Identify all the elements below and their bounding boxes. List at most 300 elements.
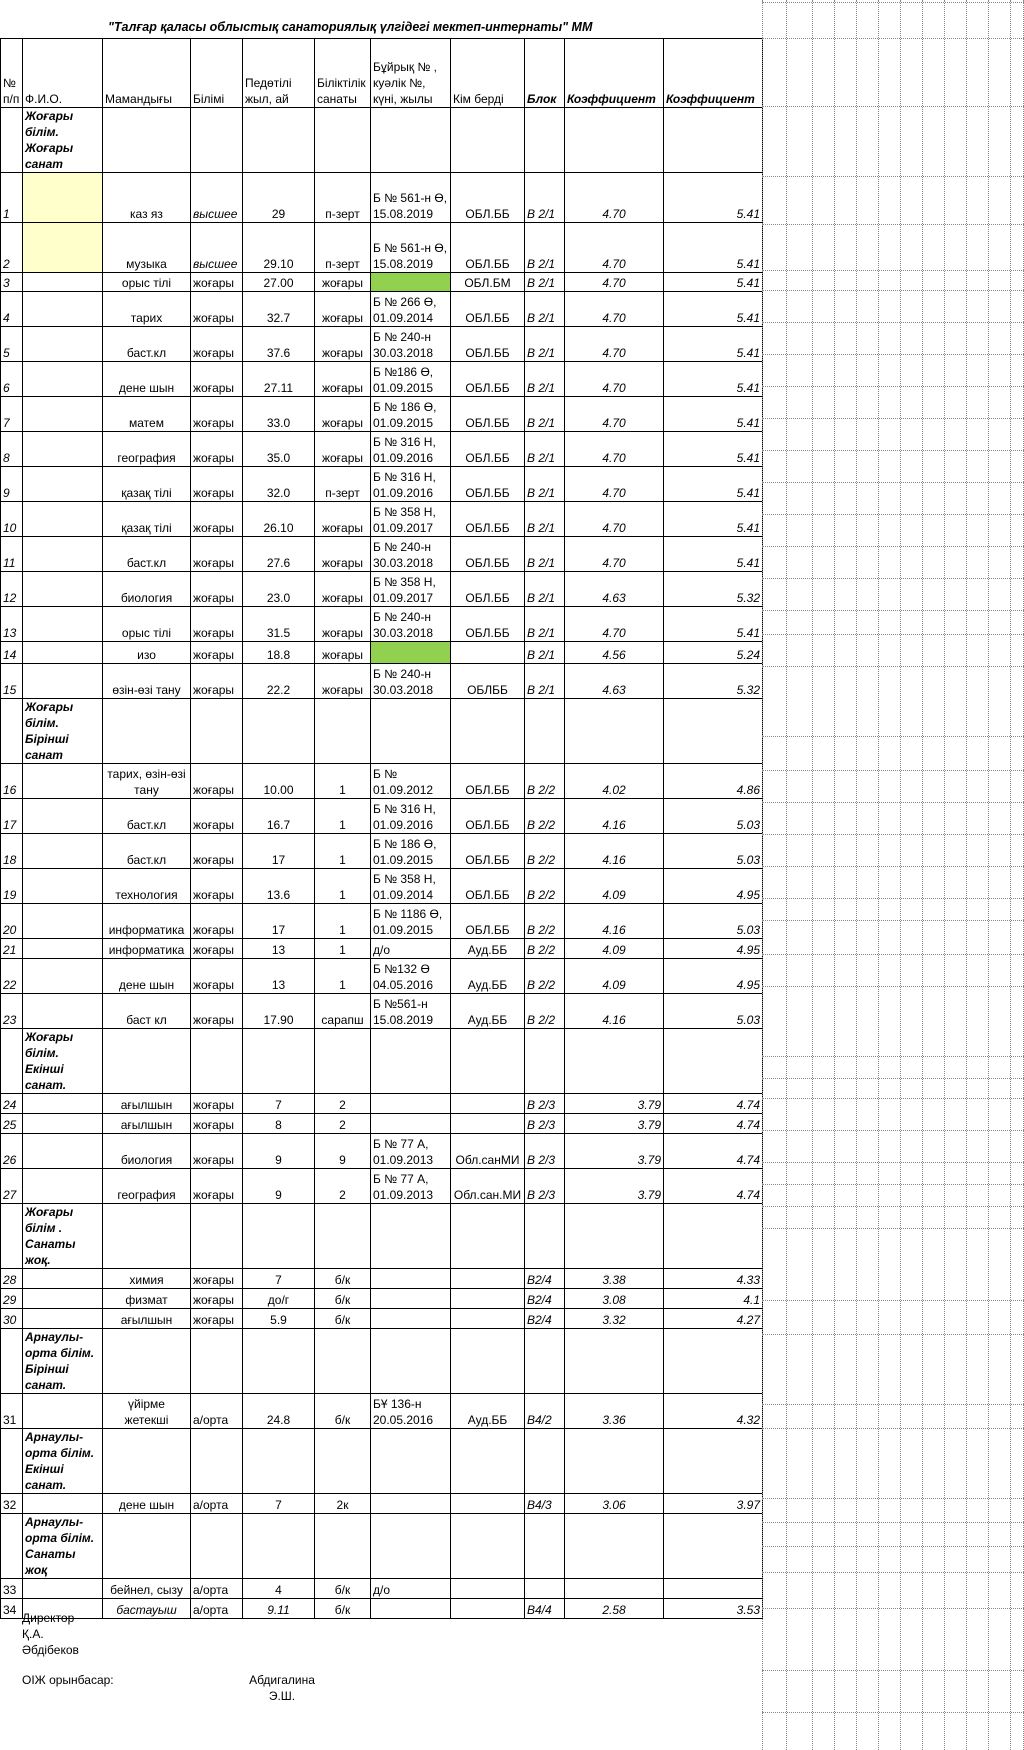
cell-order — [371, 642, 451, 664]
cell-by: ОБЛ.ББ — [451, 327, 525, 362]
cell-cat: жоғары — [315, 273, 371, 292]
grid-line — [762, 176, 1024, 177]
cell-by: ОБЛ.ББ — [451, 607, 525, 642]
cell-order: д/о — [371, 1579, 451, 1599]
cell-edu: жоғары — [191, 799, 243, 834]
grid-line — [762, 920, 1024, 921]
cell-k1: 4.16 — [565, 834, 664, 869]
cell — [243, 1329, 315, 1394]
cell-fio — [23, 1309, 103, 1329]
cell-n: 7 — [1, 397, 23, 432]
section-title: Жоғары білім. Жоғары санат — [23, 108, 103, 173]
grid-line — [762, 418, 1024, 419]
cell-by: ОБЛ.ББ — [451, 173, 525, 223]
cell-fio — [23, 1289, 103, 1309]
section-row — [1, 1514, 763, 1579]
grid-line — [762, 1056, 1024, 1057]
cell — [315, 1329, 371, 1394]
section-title: Жоғары білім . Санаты жоқ. — [23, 1204, 103, 1269]
cell-cat: жоғары — [315, 607, 371, 642]
cell-exp: 22.2 — [243, 664, 315, 699]
cell — [664, 108, 763, 173]
table-row — [1, 607, 763, 642]
cell-block: В 2/2 — [525, 939, 565, 959]
cell-block: В 2/1 — [525, 362, 565, 397]
cell — [243, 1029, 315, 1094]
grid-line — [944, 0, 945, 1750]
cell-n: 28 — [1, 1269, 23, 1289]
cell — [525, 1429, 565, 1494]
cell-n: 26 — [1, 1134, 23, 1169]
cell — [315, 1204, 371, 1269]
cell-edu: жоғары — [191, 292, 243, 327]
cell-spec: ағылшын — [103, 1094, 191, 1114]
section-row — [1, 1429, 763, 1494]
cell-exp: 16.7 — [243, 799, 315, 834]
cell-spec: физмат — [103, 1289, 191, 1309]
cell-edu: а/орта — [191, 1394, 243, 1429]
section-title: Арнаулы-орта білім. Екінші санат. — [23, 1429, 103, 1494]
cell-block: В 2/1 — [525, 397, 565, 432]
cell-exp: 7 — [243, 1094, 315, 1114]
cell — [565, 1429, 664, 1494]
cell-edu: жоғары — [191, 1114, 243, 1134]
cell-fio — [23, 223, 103, 273]
cell — [371, 1029, 451, 1094]
grid-line — [762, 1130, 1024, 1131]
cell-cat: п-зерт — [315, 467, 371, 502]
grid-line — [762, 546, 1024, 547]
cell-edu: жоғары — [191, 362, 243, 397]
cell-k1: 4.09 — [565, 959, 664, 994]
cell-by — [451, 1309, 525, 1329]
cell-block: В 2/1 — [525, 664, 565, 699]
cell-by: Ауд.ББ — [451, 959, 525, 994]
cell — [243, 1429, 315, 1494]
grid-line — [762, 1184, 1024, 1185]
table-row — [1, 664, 763, 699]
table-row — [1, 327, 763, 362]
cell-cat: жоғары — [315, 572, 371, 607]
cell-edu: жоғары — [191, 959, 243, 994]
grid-line — [762, 1608, 1024, 1609]
cell — [103, 699, 191, 764]
grid-line — [988, 0, 989, 1750]
section-row — [1, 699, 763, 764]
grid-line — [762, 1162, 1024, 1163]
cell-exp: 9 — [243, 1134, 315, 1169]
cell-cat: п-зерт — [315, 173, 371, 223]
column-header: Кім берді — [451, 39, 525, 108]
cell — [371, 699, 451, 764]
grid-line — [762, 954, 1024, 955]
cell-fio — [23, 397, 103, 432]
table-row — [1, 362, 763, 397]
cell-edu: жоғары — [191, 764, 243, 799]
grid-line — [762, 898, 1024, 899]
cell — [565, 1029, 664, 1094]
cell-k1: 4.63 — [565, 664, 664, 699]
cell-by — [451, 1269, 525, 1289]
cell-block: В 2/2 — [525, 959, 565, 994]
grid-line — [762, 1498, 1024, 1499]
cell-fio — [23, 502, 103, 537]
cell-spec: дене шын — [103, 1494, 191, 1514]
cell-k2: 5.32 — [664, 572, 763, 607]
cell-fio — [23, 799, 103, 834]
cell-cat: 1 — [315, 959, 371, 994]
cell-k2: 4.32 — [664, 1394, 763, 1429]
cell — [371, 108, 451, 173]
cell-by: Ауд.ББ — [451, 994, 525, 1029]
cell-order: Б № 186 Ө, 01.09.2015 — [371, 397, 451, 432]
cell-k1: 4.70 — [565, 362, 664, 397]
cell-block: В 2/1 — [525, 432, 565, 467]
cell-spec: баст.кл — [103, 327, 191, 362]
cell-edu: жоғары — [191, 1169, 243, 1204]
cell-block: В 2/3 — [525, 1114, 565, 1134]
table-row — [1, 432, 763, 467]
cell-edu: а/орта — [191, 1599, 243, 1619]
cell-k2: 5.41 — [664, 502, 763, 537]
cell-spec: тарих, өзін-өзі тану — [103, 764, 191, 799]
cell-edu: высшее — [191, 223, 243, 273]
cell-n: 5 — [1, 327, 23, 362]
cell-spec: технология — [103, 869, 191, 904]
cell — [103, 1514, 191, 1579]
cell-spec: география — [103, 1169, 191, 1204]
cell-order: Б № 266 Ө, 01.09.2014 — [371, 292, 451, 327]
grid-line — [762, 1206, 1024, 1207]
cell — [451, 1029, 525, 1094]
table-row — [1, 764, 763, 799]
cell-edu: жоғары — [191, 467, 243, 502]
cell-exp: 32.0 — [243, 467, 315, 502]
grid-line — [762, 224, 1024, 225]
cell — [243, 1204, 315, 1269]
cell-k1: 4.70 — [565, 327, 664, 362]
grid-line — [966, 0, 967, 1750]
cell-edu: жоғары — [191, 502, 243, 537]
cell-fio — [23, 664, 103, 699]
staff-table — [0, 38, 763, 1619]
cell-edu: жоғары — [191, 1094, 243, 1114]
column-header: Коэффициент — [565, 39, 664, 108]
cell-edu: жоғары — [191, 572, 243, 607]
cell-cat: 1 — [315, 764, 371, 799]
cell-n: 24 — [1, 1094, 23, 1114]
grid-line — [762, 634, 1024, 635]
cell-edu: жоғары — [191, 273, 243, 292]
cell — [103, 1329, 191, 1394]
table-row — [1, 1269, 763, 1289]
cell-k2: 5.41 — [664, 223, 763, 273]
cell-exp: 13 — [243, 959, 315, 994]
cell-exp: 31.5 — [243, 607, 315, 642]
cell-spec: биология — [103, 1134, 191, 1169]
cell-n: 30 — [1, 1309, 23, 1329]
cell-block: В4/3 — [525, 1494, 565, 1514]
cell — [525, 108, 565, 173]
cell-by — [451, 1494, 525, 1514]
cell — [371, 1514, 451, 1579]
cell-spec: каз яз — [103, 173, 191, 223]
cell-spec: үйірме жетекші — [103, 1394, 191, 1429]
grid-line — [762, 834, 1024, 835]
cell-order: Б № 240-н 30.03.2018 — [371, 607, 451, 642]
cell-fio — [23, 362, 103, 397]
grid-line — [762, 802, 1024, 803]
cell-k1: 4.70 — [565, 467, 664, 502]
cell-by: ОБЛ.ББ — [451, 764, 525, 799]
cell-spec: баст.кл — [103, 537, 191, 572]
cell-order: Б № 240-н 30.03.2018 — [371, 664, 451, 699]
cell-cat: б/к — [315, 1599, 371, 1619]
cell-block: В 2/1 — [525, 607, 565, 642]
cell-by: ОБЛ.ББ — [451, 799, 525, 834]
cell — [191, 699, 243, 764]
cell-k1: 3.79 — [565, 1169, 664, 1204]
grid-line — [762, 514, 1024, 515]
table-row — [1, 1169, 763, 1204]
cell-n: 13 — [1, 607, 23, 642]
cell — [451, 1329, 525, 1394]
cell — [451, 699, 525, 764]
cell-k1: 3.08 — [565, 1289, 664, 1309]
cell-block: В 2/1 — [525, 327, 565, 362]
cell-k1: 4.63 — [565, 572, 664, 607]
cell-block: В4/4 — [525, 1599, 565, 1619]
table-row — [1, 869, 763, 904]
cell-spec: тарих — [103, 292, 191, 327]
cell-by: ОБЛ.ББ — [451, 572, 525, 607]
cell-n: 33 — [1, 1579, 23, 1599]
cell — [525, 699, 565, 764]
column-header: Педөтілі жыл, ай — [243, 39, 315, 108]
cell-order — [371, 1309, 451, 1329]
column-header: № п/п — [1, 39, 23, 108]
cell-fio — [23, 994, 103, 1029]
cell-order — [371, 1094, 451, 1114]
cell-block: В 2/2 — [525, 764, 565, 799]
grid-line — [786, 0, 787, 1750]
cell-order: Б № 01.09.2012 — [371, 764, 451, 799]
cell-n: 8 — [1, 432, 23, 467]
cell-exp: 13.6 — [243, 869, 315, 904]
cell-n: 3 — [1, 273, 23, 292]
column-header: Коэффициент — [664, 39, 763, 108]
cell-exp: 10.00 — [243, 764, 315, 799]
cell-order: Б № 561-н Ө, 15.08.2019 — [371, 173, 451, 223]
cell-order — [371, 273, 451, 292]
cell-fio — [23, 537, 103, 572]
cell — [451, 108, 525, 173]
grid-line — [762, 322, 1024, 323]
cell-block: В 2/1 — [525, 273, 565, 292]
cell — [103, 1029, 191, 1094]
cell-fio — [23, 607, 103, 642]
cell-k2: 5.41 — [664, 327, 763, 362]
cell-order: Б № 358 Н, 01.09.2014 — [371, 869, 451, 904]
cell-k2: 5.03 — [664, 994, 763, 1029]
cell-block: В 2/1 — [525, 502, 565, 537]
cell-block: В 2/2 — [525, 904, 565, 939]
cell-k1: 4.70 — [565, 432, 664, 467]
cell-fio — [23, 327, 103, 362]
cell-exp: 27.11 — [243, 362, 315, 397]
cell-spec: бастауыш — [103, 1599, 191, 1619]
grid-line — [762, 578, 1024, 579]
cell — [664, 699, 763, 764]
cell-k1: 3.06 — [565, 1494, 664, 1514]
section-row — [1, 1204, 763, 1269]
cell-n: 6 — [1, 362, 23, 397]
cell-fio — [23, 642, 103, 664]
cell-spec: география — [103, 432, 191, 467]
cell-order: Б № 77 А, 01.09.2013 — [371, 1134, 451, 1169]
cell-order: Б № 240-н 30.03.2018 — [371, 327, 451, 362]
section-title: Жоғары білім. Бірінші санат — [23, 699, 103, 764]
cell-by — [451, 642, 525, 664]
cell-k1: 4.02 — [565, 764, 664, 799]
cell-cat: 1 — [315, 869, 371, 904]
cell-spec: изо — [103, 642, 191, 664]
cell-by: ОБЛ.ББ — [451, 223, 525, 273]
grid-line — [812, 0, 813, 1750]
cell — [1, 1204, 23, 1269]
cell-spec: қазақ тілі — [103, 502, 191, 537]
cell-k2: 4.86 — [664, 764, 763, 799]
section-title: Арнаулы-орта білім. Санаты жоқ — [23, 1514, 103, 1579]
cell-k2: 4.95 — [664, 939, 763, 959]
cell-by: ОБЛ.ББ — [451, 904, 525, 939]
cell — [191, 1204, 243, 1269]
cell — [525, 1329, 565, 1394]
cell-order: Б №132 Ө 04.05.2016 — [371, 959, 451, 994]
cell — [243, 108, 315, 173]
cell-exp: 35.0 — [243, 432, 315, 467]
cell-edu: жоғары — [191, 1309, 243, 1329]
cell-cat: жоғары — [315, 664, 371, 699]
cell-by: Ауд.ББ — [451, 939, 525, 959]
cell-k1: 4.70 — [565, 173, 664, 223]
cell — [371, 1204, 451, 1269]
grid-line — [762, 1522, 1024, 1523]
column-header: Біліктілік санаты — [315, 39, 371, 108]
cell-fio — [23, 467, 103, 502]
cell-block: В4/2 — [525, 1394, 565, 1429]
cell-edu: жоғары — [191, 1134, 243, 1169]
cell-k2: 5.41 — [664, 467, 763, 502]
spreadsheet-grid — [762, 0, 1024, 1750]
cell-k2: 5.03 — [664, 904, 763, 939]
cell-k1: 4.09 — [565, 939, 664, 959]
cell-fio — [23, 834, 103, 869]
grid-line — [856, 0, 857, 1750]
cell-fio — [23, 869, 103, 904]
cell-by: ОБЛ.БМ — [451, 273, 525, 292]
cell-exp: до/г — [243, 1289, 315, 1309]
cell-k2: 4.74 — [664, 1134, 763, 1169]
cell-block: В 2/2 — [525, 834, 565, 869]
cell-n: 23 — [1, 994, 23, 1029]
cell — [103, 1429, 191, 1494]
cell-by: Обл.сан.МИ — [451, 1169, 525, 1204]
cell-n: 4 — [1, 292, 23, 327]
cell-k1: 3.79 — [565, 1134, 664, 1169]
table-row — [1, 834, 763, 869]
cell-cat: жоғары — [315, 642, 371, 664]
grid-line — [762, 1334, 1024, 1335]
cell — [191, 1514, 243, 1579]
cell-spec: информатика — [103, 939, 191, 959]
cell-block: В2/4 — [525, 1289, 565, 1309]
section-title: Жоғары білім. Екінші санат. — [23, 1029, 103, 1094]
cell-edu: жоғары — [191, 994, 243, 1029]
grid-line — [762, 866, 1024, 867]
director-name: Қ.А. Әбдібеков — [22, 1627, 79, 1657]
cell-k2: 5.03 — [664, 834, 763, 869]
cell-spec: дене шын — [103, 959, 191, 994]
cell-exp: 26.10 — [243, 502, 315, 537]
cell-n: 21 — [1, 939, 23, 959]
cell-by: Ауд.ББ — [451, 1394, 525, 1429]
cell-cat: б/к — [315, 1579, 371, 1599]
cell-order — [371, 1289, 451, 1309]
grid-line — [762, 1546, 1024, 1547]
cell-fio — [23, 904, 103, 939]
cell-spec: баст.кл — [103, 799, 191, 834]
cell-by: ОБЛ.ББ — [451, 432, 525, 467]
cell-edu: жоғары — [191, 1289, 243, 1309]
grid-line — [762, 106, 1024, 107]
cell-order: Б № 316 Н, 01.09.2016 — [371, 432, 451, 467]
grid-line — [762, 1098, 1024, 1099]
cell-n: 34 — [1, 1599, 23, 1619]
grid-line — [762, 1428, 1024, 1429]
cell-block: В 2/1 — [525, 223, 565, 273]
cell-by — [451, 1094, 525, 1114]
cell-exp: 17.90 — [243, 994, 315, 1029]
cell-cat: 1 — [315, 834, 371, 869]
cell-exp: 13 — [243, 939, 315, 959]
grid-line — [762, 610, 1024, 611]
cell-edu: жоғары — [191, 939, 243, 959]
cell-fio — [23, 1114, 103, 1134]
cell-order: Б № 1186 Ө, 01.09.2015 — [371, 904, 451, 939]
cell-fio — [23, 1134, 103, 1169]
cell-n: 25 — [1, 1114, 23, 1134]
cell — [664, 1029, 763, 1094]
cell-by: ОБЛББ — [451, 664, 525, 699]
cell — [1, 1514, 23, 1579]
table-row — [1, 572, 763, 607]
cell-edu: жоғары — [191, 397, 243, 432]
cell-n: 2 — [1, 223, 23, 273]
table-row — [1, 1094, 763, 1114]
cell — [664, 1514, 763, 1579]
cell-k1: 4.70 — [565, 223, 664, 273]
cell-n: 15 — [1, 664, 23, 699]
cell-exp: 33.0 — [243, 397, 315, 432]
cell-n: 12 — [1, 572, 23, 607]
cell-order: БҰ 136-н 20.05.2016 — [371, 1394, 451, 1429]
table-row — [1, 1289, 763, 1309]
cell-by: ОБЛ.ББ — [451, 397, 525, 432]
cell-k1: 4.70 — [565, 607, 664, 642]
cell-fio — [23, 1094, 103, 1114]
grid-line — [762, 450, 1024, 451]
